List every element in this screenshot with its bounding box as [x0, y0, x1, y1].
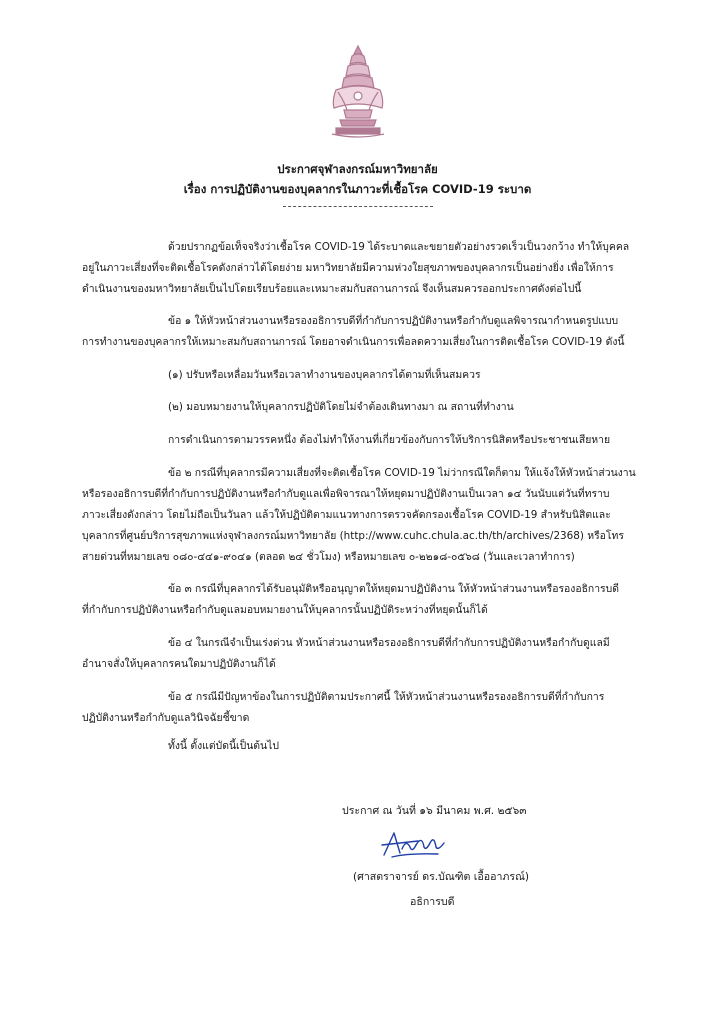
university-seal-icon — [326, 44, 390, 140]
clause-1-line: ข้อ ๑ ให้หัวหน้าส่วนงานหรือรองอธิการบดีที่กำกับการปฏิบัติงานหรือกำกับดูแลพิจารณากำหนดรูปแบบ — [168, 315, 619, 327]
signatory-name: (ศาสตราจารย์ ดร.บัณฑิต เอื้ออาภรณ์) — [353, 871, 530, 883]
clause-2-line: บุคลากรที่ศูนย์บริการสุขภาพแห่งจุฬาลงกรณ์มหาวิทยาลัย (http://www.cuhc.chula.ac.th/th/archives/2368) หรือโทร — [82, 530, 624, 542]
document-title: ประกาศจุฬาลงกรณ์มหาวิทยาลัย — [277, 162, 438, 176]
clause-4-line: ข้อ ๔ ในกรณีจำเป็นเร่งด่วน หัวหน้าส่วนงานหรือรองอธิการบดีที่กำกับการปฏิบัติงานหรือกำกับดูแลมี — [168, 637, 610, 649]
title-divider — [283, 206, 433, 207]
clause-1-note: การดำเนินการตามวรรคหนึ่ง ต้องไม่ทำให้งานที่เกี่ยวข้องกับการให้บริการนิสิตหรือประชาชนเสียหาย — [168, 434, 611, 446]
clause-1-line: การทำงานของบุคลากรให้เหมาะสมกับสถานการณ์ โดยอาจดำเนินการเพื่อลดความเสี่ยงในการติดเชื้อโรค COVID-19 ดังนี้ — [82, 336, 625, 348]
clause-2-line: ข้อ ๒ กรณีที่บุคลากรมีความเสี่ยงที่จะติดเชื้อโรค COVID-19 ไม่ว่ากรณีใดก็ตาม ให้แจ้งให้หัวหน้าส่วนงาน — [168, 467, 636, 479]
signatory-position: อธิการบดี — [410, 896, 455, 908]
clause-1-item-2: (๒) มอบหมายงานให้บุคลากรปฏิบัติโดยไม่จำต้องเดินทางมา ณ สถานที่ทำงาน — [168, 401, 514, 413]
clause-2-line: สายด่วนที่หมายเลข ๐๘๐-๔๔๑-๙๐๔๑ (ตลอด ๒๔ ชั่วโมง) หรือหมายเลข ๐-๒๒๑๘-๐๕๖๘ (วันและเวลาทำการ) — [82, 551, 575, 563]
clause-4-line: อำนาจสั่งให้บุคลากรคนใดมาปฏิบัติงานก็ได้ — [82, 658, 276, 670]
intro-line: อยู่ในภาวะเสี่ยงที่จะติดเชื้อโรคดังกล่าวได้โดยง่าย มหาวิทยาลัยมีความห่วงใยสุขภาพของบุคลากรเป็นอย่างยิ่ง เพื่อให้การ — [82, 262, 614, 274]
clause-5-line: ข้อ ๕ กรณีมีปัญหาข้องในการปฏิบัติตามประกาศนี้ ให้หัวหน้าส่วนงานหรือรองอธิการบดีที่กำกับการ — [168, 691, 605, 703]
clause-5-line: ปฏิบัติงานหรือกำกับดูแลวินิจฉัยชี้ขาด — [82, 712, 250, 724]
clause-2-line: ภาวะเสี่ยงดังกล่าว โดยไม่ถือเป็นวันลา แล้วให้ปฏิบัติตามแนวทางการตรวจคัดกรองเชื้อโรค COVID-19 สำหรับนิสิตและ — [82, 509, 611, 521]
clause-1-item-1: (๑) ปรับหรือเหลื่อมวันหรือเวลาทำงานของบุคลากรได้ตามที่เห็นสมควร — [168, 369, 481, 381]
clause-3-line: ข้อ ๓ กรณีที่บุคลากรได้รับอนุมัติหรืออนุญาตให้หยุดมาปฏิบัติงาน ให้หัวหน้าส่วนงานหรือรองอธิการบดี — [168, 583, 619, 595]
signature-icon — [378, 827, 458, 861]
effective-line: ทั้งนี้ ตั้งแต่บัดนี้เป็นต้นไป — [168, 740, 279, 752]
announcement-date: ประกาศ ณ วันที่ ๑๖ มีนาคม พ.ศ. ๒๕๖๓ — [342, 805, 527, 817]
clause-3-line: ที่กำกับการปฏิบัติงานหรือกำกับดูแลมอบหมายงานให้บุคลากรนั้นปฏิบัติระหว่างที่หยุดนั้นก็ได้ — [82, 604, 488, 616]
clause-2-line: หรือรองอธิการบดีที่กำกับการปฏิบัติงานหรือกำกับดูแลเพื่อพิจารณาให้หยุดมาปฏิบัติงานเป็นเวลา ๑๔ วันนับแต่วันที่ทราบ — [82, 488, 610, 500]
document-subject: เรื่อง การปฏิบัติงานของบุคลากรในภาวะที่เชื้อโรค COVID-19 ระบาด — [183, 182, 532, 196]
intro-line: ดำเนินงานของมหาวิทยาลัยเป็นไปโดยเรียบร้อยและเหมาะสมกับสถานการณ์ จึงเห็นสมควรออกประกาศดังต่อไปนี้ — [82, 283, 582, 295]
intro-line: ด้วยปรากฏข้อเท็จจริงว่าเชื้อโรค COVID-19 ได้ระบาดและขยายตัวอย่างรวดเร็วเป็นวงกว้าง ทำให้บุคคล — [168, 241, 630, 253]
